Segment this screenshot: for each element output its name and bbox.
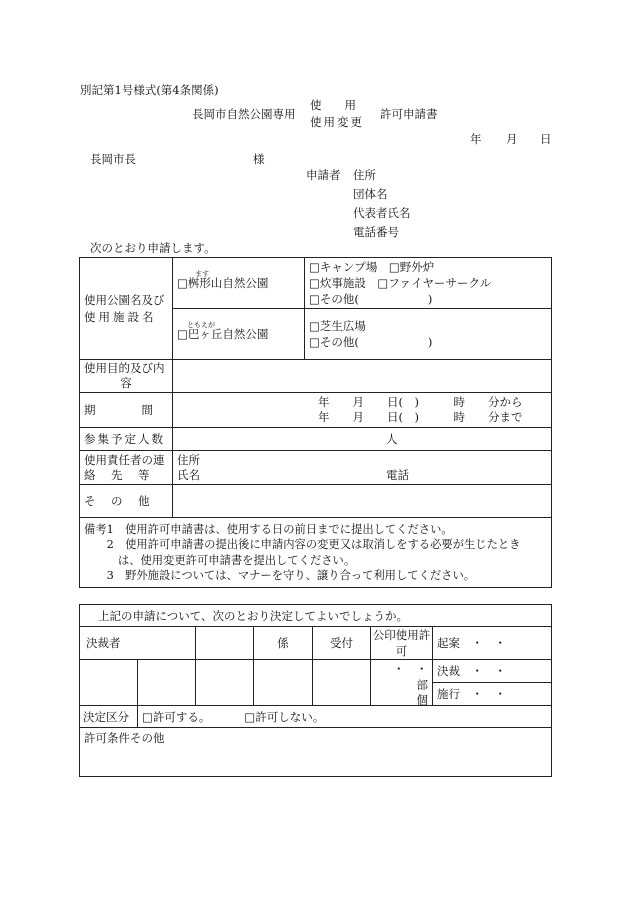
approver-box-2[interactable] [138, 660, 196, 706]
org-name-label: 団体名 [353, 187, 388, 201]
decision-heading: 上記の申請について、次のとおり決定してよいでしょうか。 [80, 605, 552, 627]
attendees-label: 参集予定人数 [80, 428, 173, 451]
seal-box[interactable] [371, 660, 433, 706]
dept-char: 部 [416, 678, 428, 692]
note-1: 備考1 使用許可申請書は、使用する日の前日までに提出してください。 [84, 522, 453, 536]
reception-box[interactable] [313, 660, 371, 706]
attendees-field[interactable] [173, 428, 552, 451]
park1-checkbox[interactable]: □桝形山自然公園 [177, 276, 269, 290]
conditions-cell[interactable] [80, 728, 552, 777]
deny-checkbox[interactable]: □許可しない。 [244, 709, 325, 724]
permit-checkbox[interactable]: □許可する。 [142, 709, 211, 724]
attendees-unit: 人 [386, 432, 398, 446]
title-use: 使 用 [310, 98, 356, 112]
seal-dots: ・ ・ [393, 662, 428, 676]
blank-header-1 [196, 627, 254, 660]
seal-label: 公印使用許可 [371, 627, 433, 660]
contact-field[interactable] [173, 451, 552, 485]
approver-box-1[interactable] [80, 660, 138, 706]
fire-circle-checkbox[interactable]: □ファイヤーサークル [377, 276, 492, 290]
approved-date: 決裁 ・ ・ [433, 660, 552, 683]
title-suffix: 許可申請書 [380, 107, 438, 121]
outdoor-oven-checkbox[interactable]: □野外炉 [388, 260, 435, 274]
date-month: 月 [506, 132, 518, 146]
park2-ruby: ともえが [187, 321, 215, 329]
staff-label: 係 [254, 627, 313, 660]
title-prefix: 長岡市自然公園専用 [192, 107, 296, 121]
title-change: 使用変更 [310, 115, 364, 129]
period-from: 年 月 日( ) 時 分から [318, 395, 523, 409]
park1-other-checkbox[interactable]: □その他( ) [309, 292, 433, 306]
note-2-cont: は、使用変更許可申請書を提出してください。 [84, 553, 356, 567]
contact-label: 使用責任者の連 絡 先 等 [80, 451, 173, 485]
purpose-label: 使用目的及び内 容 [80, 360, 173, 393]
park1-cell [173, 258, 305, 309]
addressee: 長岡市長 [90, 152, 136, 166]
period-field[interactable] [173, 393, 552, 428]
address-label: 住所 [353, 168, 376, 182]
application-table [79, 257, 552, 588]
note-2: 2 使用許可申請書の提出後に申請内容の変更又は取消しをする必要が生じたとき [84, 538, 521, 551]
contact-name: 氏名 [177, 467, 200, 482]
park2-facilities [305, 309, 552, 360]
enforced-date: 施行 ・ ・ [433, 683, 552, 706]
honorific: 様 [253, 152, 265, 166]
park1-ruby: ます [195, 270, 209, 278]
other-field[interactable] [173, 485, 552, 518]
category-options [138, 706, 552, 728]
approver-box-3[interactable] [196, 660, 254, 706]
lawn-checkbox[interactable]: □芝生広場 [309, 319, 366, 333]
conditions-label: 許可条件その他 [84, 731, 165, 745]
purpose-field[interactable] [173, 360, 552, 393]
decision-table [79, 604, 552, 777]
intro-text: 次のとおり申請します。 [90, 241, 216, 255]
rep-name-label: 代表者氏名 [353, 206, 411, 220]
period-to: 年 月 日( ) 時 分まで [318, 410, 523, 424]
camp-checkbox[interactable]: □キャンプ場 [309, 260, 378, 274]
approver-label: 決裁者 [80, 627, 196, 660]
notes-cell [80, 518, 552, 588]
phone-label: 電話番号 [353, 225, 399, 239]
park-facility-label: 使用公園名及び 使用施設名 [80, 258, 173, 360]
contact-address: 住所 [177, 452, 200, 467]
form-number: 別記第1号様式(第4条関係) [80, 83, 219, 97]
applicant-label: 申請者 [306, 168, 341, 182]
park2-cell [173, 309, 305, 360]
staff-box[interactable] [254, 660, 313, 706]
park2-checkbox[interactable]: □巴ヶ丘自然公園 [177, 327, 269, 341]
park2-other-checkbox[interactable]: □その他( ) [309, 335, 433, 349]
contact-phone: 電話 [386, 467, 409, 482]
park1-facilities [305, 258, 552, 309]
category-label: 決定区分 [80, 706, 138, 728]
reception-label: 受付 [313, 627, 371, 660]
date-year: 年 [470, 132, 482, 146]
kitchen-checkbox[interactable]: □炊事施設 [309, 276, 366, 290]
drafted-date: 起案 ・ ・ [433, 627, 552, 660]
period-label: 期 間 [80, 393, 173, 428]
count-char: 個 [416, 693, 428, 707]
other-label: そ の 他 [80, 485, 173, 518]
note-3: 3 野外施設については、マナーを守り、譲り合って利用してください。 [84, 569, 476, 582]
date-day: 日 [540, 132, 552, 146]
